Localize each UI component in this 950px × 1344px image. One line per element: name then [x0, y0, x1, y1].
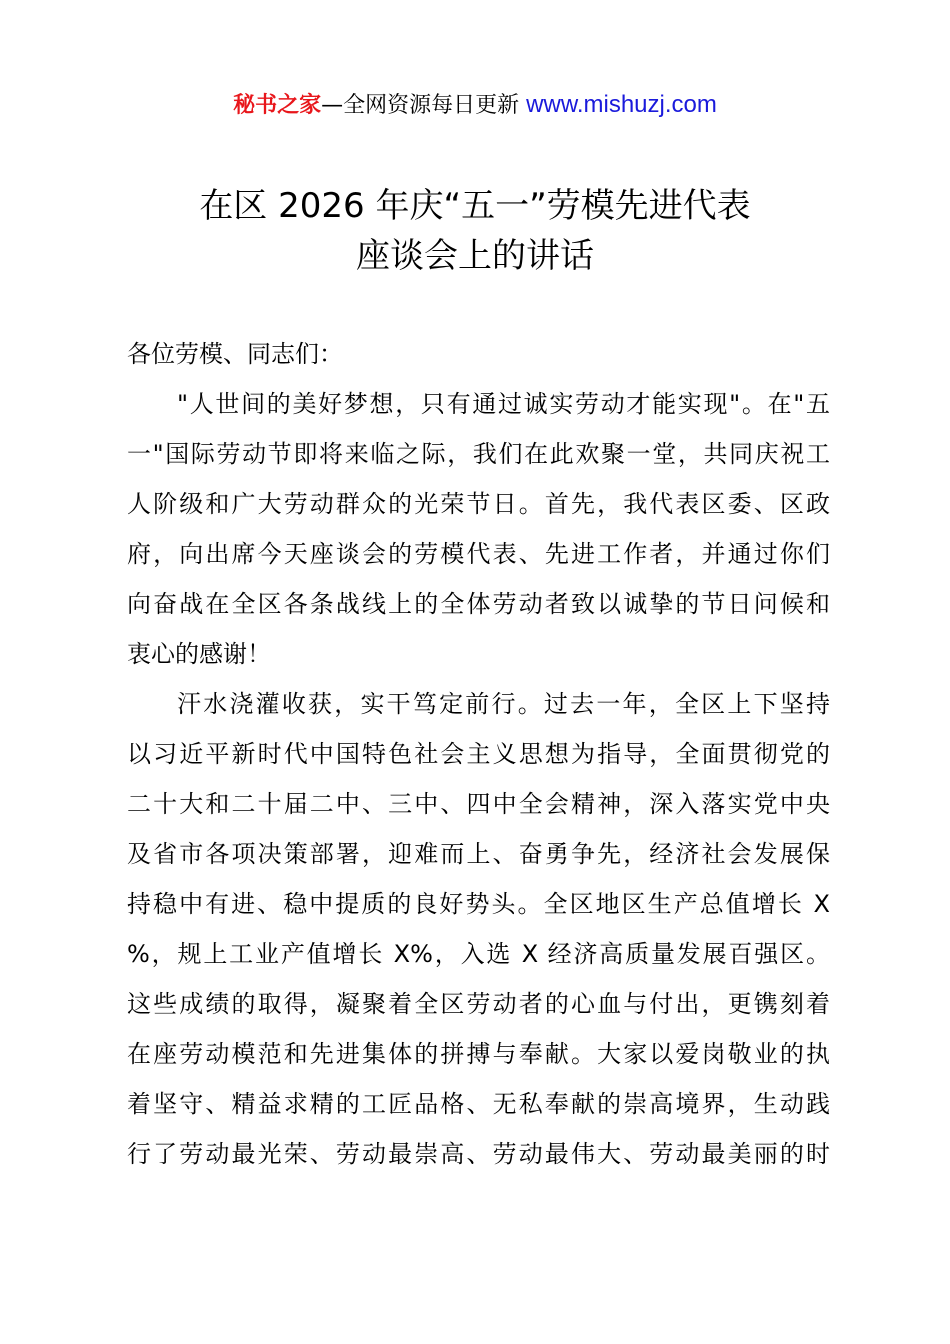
text-line: 以习近平新时代中国特色社会主义思想为指导，全面贯彻党的: [127, 740, 830, 768]
text-line: 持稳中有进、稳中提质的良好势头。全区地区生产总值增长 X: [127, 890, 830, 918]
text-line: 衷心的感谢！: [127, 640, 271, 668]
text-line: "人世间的美好梦想，只有通过诚实劳动才能实现"。在"五: [177, 390, 830, 418]
text-line: %，规上工业产值增长 X%，入选 X 经济高质量发展百强区。: [127, 940, 830, 968]
document-body: [127, 329, 830, 1179]
text-line: 这些成绩的取得，凝聚着全区劳动者的心血与付出，更镌刻着: [127, 990, 830, 1018]
text-line: 汗水浇灌收获，实干笃定前行。过去一年，全区上下坚持: [177, 690, 830, 718]
text-line: 着坚守、精益求精的工匠品格、无私奉献的崇高境界，生动践: [127, 1090, 830, 1118]
text-line: 在座劳动模范和先进集体的拼搏与奉献。大家以爱岗敬业的执: [127, 1040, 830, 1068]
text-line: 人阶级和广大劳动群众的光荣节日。首先，我代表区委、区政: [127, 490, 830, 518]
site-header: [0, 88, 950, 123]
salutation: 各位劳模、同志们：: [127, 340, 343, 368]
text-line: 向奋战在全区各条战线上的全体劳动者致以诚挚的节日问候和: [127, 590, 830, 618]
paragraph-1: [127, 379, 830, 679]
title-line-1: 在区 2026 年庆“五一”劳模先进代表: [199, 186, 751, 226]
header-slogan: —全网资源每日更新: [321, 93, 527, 118]
paragraph-2: [127, 679, 830, 1179]
text-line: 一"国际劳动节即将来临之际，我们在此欢聚一堂，共同庆祝工: [127, 440, 830, 468]
text-line: 及省市各项决策部署，迎难而上、奋勇争先，经济社会发展保: [127, 840, 830, 868]
title-line-2: 座谈会上的讲话: [356, 236, 594, 276]
text-line: 府，向出席今天座谈会的劳模代表、先进工作者，并通过你们: [127, 540, 830, 568]
text-line: 行了劳动最光荣、劳动最崇高、劳动最伟大、劳动最美丽的时: [127, 1140, 830, 1168]
text-line: 二十大和二十届二中、三中、四中全会精神，深入落实党中央: [127, 790, 830, 818]
document-title: [0, 181, 950, 281]
brand-name: 秘书之家: [233, 93, 322, 118]
site-url-link[interactable]: www.mishuzj.com: [526, 91, 717, 118]
